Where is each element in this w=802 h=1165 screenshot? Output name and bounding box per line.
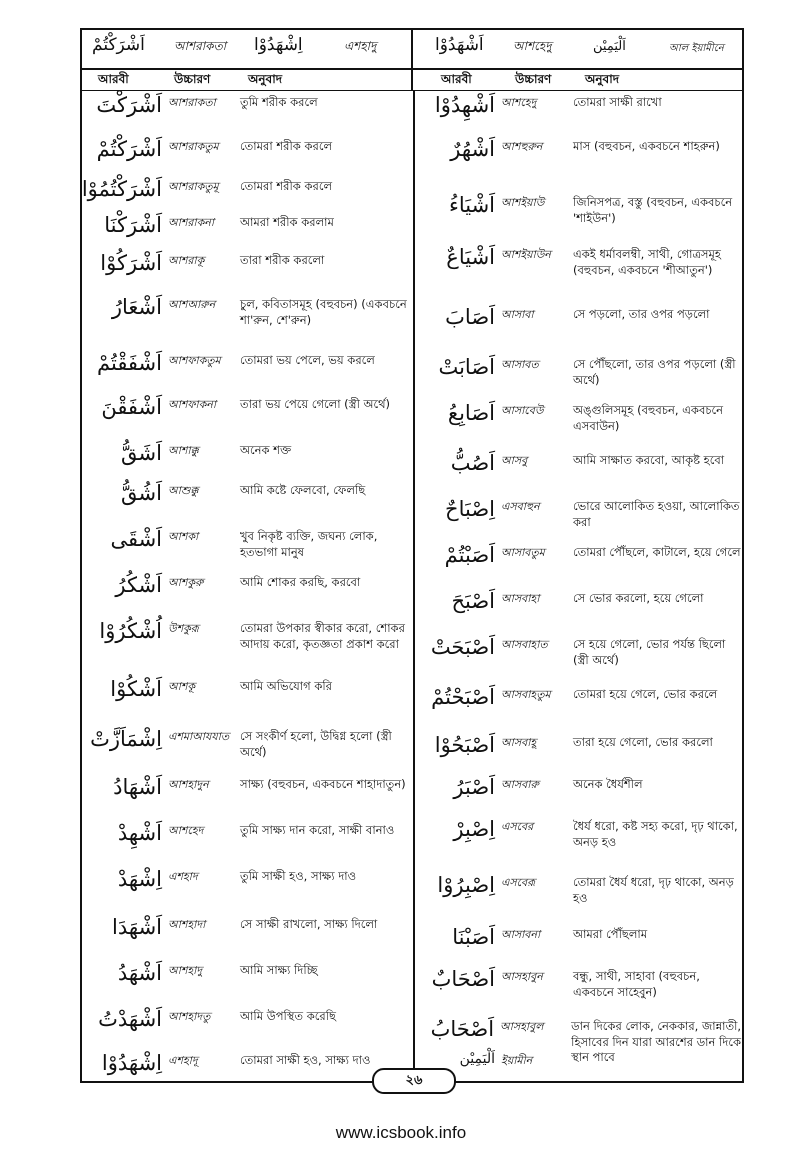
entry-row: [415, 684, 745, 732]
right-entries: [415, 92, 745, 1078]
entry-trans: তোমরা ভয় পেলে, ভয় করলে: [240, 353, 375, 367]
entry-arabic: اَشْفَقْنَ: [101, 395, 162, 419]
entry-trans: ভোরে আলোকিত হওয়া, আলোকিত করা: [573, 499, 740, 529]
entry-pron: আসবাহা: [501, 592, 540, 605]
entry-pron: আসবু: [501, 454, 528, 467]
entry-pron: আসহাবুন: [501, 970, 543, 983]
entry-pron: আশহেদ: [168, 824, 204, 837]
header-left: [82, 30, 413, 68]
col-arabic-label-right: আরবী: [441, 72, 472, 86]
entry-trans: সে পৌঁছলো, তার ওপর পড়লো (স্ত্রী অর্থে): [573, 357, 736, 387]
entry-pron: আশকূ: [168, 680, 196, 693]
entry-trans: আমি উপস্থিত করেছি: [240, 1009, 336, 1023]
col-pron-label: উচ্চারণ: [174, 72, 211, 86]
entry-trans: আমি শোকর করছি, করবো: [240, 575, 361, 589]
entry-arabic: اَشْفَقْتُمْ: [97, 351, 162, 375]
entry-trans: তুমি শরীক করলে: [240, 95, 318, 109]
entry-pron: আশরাকতা: [168, 96, 216, 109]
entry-pron: আশইয়াউ: [501, 196, 545, 209]
dictionary-page: [80, 28, 744, 1088]
entry-arabic: اَشْهَادُ: [113, 775, 162, 799]
entry-arabic: اَشْرَكْتُمْ: [96, 137, 162, 161]
entry-row: [82, 820, 412, 866]
entry-trans: তোমরা শরীক করলে: [240, 179, 333, 193]
entry-arabic: اَشُقُّ: [121, 481, 162, 505]
entry-row: [415, 244, 745, 304]
entry-row: [82, 440, 412, 480]
entry-trans: অঙ্গুলিসমূহ (বহুবচন, একবচনে এসবাউন): [573, 403, 724, 433]
entry-pron: আসবাহূ: [501, 736, 537, 749]
header-left-arabic-1: اَشْرَكْتُمْ: [92, 35, 145, 55]
entry-arabic: اَصُبُّ: [450, 451, 495, 475]
entry-row: [82, 176, 412, 212]
entry-arabic: اِصْبِرُوْا: [437, 873, 495, 897]
entry-pron: আশকা: [168, 530, 199, 543]
entry-trans: সে হয়ে গেলো, ভোর পর্যন্ত ছিলো (স্ত্রী অর্থে): [573, 637, 726, 667]
entry-pron: আশরাকনা: [168, 216, 215, 229]
entry-arabic: اَشْعَارُ: [111, 295, 162, 319]
entry-trans: তোমরা সাক্ষী রাখো: [573, 95, 662, 109]
entry-pron: আশহেদু: [501, 96, 537, 109]
entry-row: [82, 866, 412, 914]
entry-arabic: اَشْهَدُ: [117, 961, 162, 985]
entry-pron: উশকুরূ: [168, 622, 199, 635]
entry-arabic: اَشْهُرٌ: [450, 137, 495, 161]
entry-pron: আশহাদু: [168, 964, 203, 977]
header-right-arabic-2: اَلْيَمِيْن: [593, 39, 626, 54]
left-entries: [82, 92, 412, 1096]
col-pron-label-right: উচ্চারণ: [515, 72, 552, 86]
entry-pron: এসবেরূ: [501, 876, 536, 889]
entry-trans: সে পড়লো, তার ওপর পড়লো: [573, 307, 710, 321]
entry-trans: তোমরা সাক্ষী হও, সাক্ষ্য দাও: [240, 1053, 371, 1067]
entry-row: [82, 914, 412, 960]
entry-arabic: اَصَبْتُمْ: [444, 543, 495, 567]
entry-trans: ধৈর্য ধরো, কষ্ট সহ্য করো, দৃঢ় থাকো, অনড় হও: [573, 819, 738, 849]
entry-row: [82, 394, 412, 440]
entry-pron: আশকুরু: [168, 576, 204, 589]
entry-arabic: اَصَابَ: [445, 305, 495, 329]
entry-pron: এশমাআযযাত: [168, 730, 230, 743]
page-header: [82, 30, 742, 70]
entry-arabic: اَشْيَاءُ: [448, 193, 495, 217]
header-left-pron-2: এশহাদু: [344, 39, 377, 53]
entry-pron: আসবারু: [501, 778, 539, 791]
header-left-arabic-2: اِشْهَدُوْا: [254, 35, 303, 55]
entry-row: [82, 618, 412, 676]
entry-pron: এসবের: [501, 820, 534, 833]
column-headers-left: [82, 68, 413, 90]
entry-trans: সাক্ষ্য (বহুবচন, একবচনে শাহাদাতুন): [240, 777, 406, 791]
header-right: [413, 30, 742, 68]
page-number: ২৬: [372, 1068, 456, 1094]
entry-row: [82, 572, 412, 618]
entry-row: [82, 136, 412, 176]
entry-arabic: اَشْهَدَا: [112, 915, 162, 939]
entry-pron: আসাবনা: [501, 928, 541, 941]
header-right-pron-2: আল ইয়ামীনে: [669, 43, 724, 54]
entry-pron: আসহাবুল: [500, 1020, 544, 1033]
entry-pron: আসাবতুম: [501, 546, 545, 559]
entry-pron: ইয়ামীন: [501, 1054, 533, 1067]
entry-arabic: اَصَابِعُ: [447, 401, 495, 425]
entry-arabic: اَلْيَمِيْن: [459, 1051, 495, 1067]
entry-arabic: اَصْبَرُ: [453, 775, 495, 799]
entry-pron: আসাবত: [501, 358, 539, 371]
col-arabic-label: আরবী: [98, 72, 129, 86]
entry-arabic: اَشْيَاعٌ: [446, 245, 495, 269]
entry-pron: আশহাদুন: [168, 778, 209, 791]
entry-row: [415, 400, 745, 450]
entry-trans: অনেক শক্ত: [240, 443, 292, 457]
entry-trans: তোমরা পৌঁছলে, কাটালে, হয়ে গেলে: [573, 545, 741, 559]
col-trans-label: অনুবাদ: [248, 72, 283, 86]
entry-trans: আমরা শরীক করলাম: [240, 215, 334, 229]
entry-trans: আমরা পৌঁছলাম: [573, 927, 648, 941]
entry-trans: একই ধর্মাবলম্বী, সাথী, গোত্রসমূহ (বহুবচন, একবচনে 'শীআতুন'): [573, 247, 721, 277]
entry-row: [82, 1006, 412, 1050]
entry-arabic: اَشَقُّ: [121, 441, 162, 465]
entry-pron: আসাবেউ: [501, 404, 544, 417]
footer-url: www.icsbook.info: [335, 1123, 467, 1142]
entry-row: [82, 1050, 412, 1096]
entry-row: [415, 588, 745, 634]
entry-arabic: اَصْحَابُ: [430, 1017, 495, 1041]
entry-arabic: اِشْهَدُوْا: [101, 1051, 162, 1075]
entry-pron: আশরাকতুমূ: [168, 180, 219, 193]
entry-pron: আশরাকূ: [168, 254, 205, 267]
col-trans-label-right: অনুবাদ: [585, 72, 620, 86]
entry-trans: আমি কষ্টে ফেলবো, ফেলছি: [240, 483, 366, 497]
header-right-pron-1: আশহেদু: [513, 39, 552, 53]
entry-pron: আশুক্কু: [168, 484, 199, 497]
entry-row: [415, 634, 745, 684]
entry-trans: আমি সাক্ষাত করবো, আকৃষ্ট হবো: [573, 453, 725, 467]
entry-arabic: اِشْمَاَزَّتْ: [90, 727, 162, 751]
entry-arabic: اِصْبَاحٌ: [445, 497, 495, 521]
entry-trans: তুমি সাক্ষ্য দান করো, সাক্ষী বানাও: [240, 823, 395, 837]
entry-arabic: اَشْكُوْا: [110, 677, 162, 701]
entry-pron: আশহুরুন: [501, 140, 543, 153]
entry-arabic: اَشْهِدُوْا: [434, 93, 495, 117]
entry-row: [415, 450, 745, 496]
entry-row: [82, 676, 412, 726]
entry-trans: খুব নিকৃষ্ট ব্যক্তি, জঘন্য লোক, হতভাগা মানুষ: [240, 529, 378, 559]
entry-row: [415, 872, 745, 924]
entry-row: [82, 250, 412, 294]
entry-row: [415, 192, 745, 244]
entry-arabic: اَصْبَحُوْا: [434, 733, 495, 757]
entry-trans: আমি অভিযোগ করি: [240, 679, 332, 693]
entry-pron: এশহাদূ: [168, 1054, 198, 1067]
entry-row: [82, 294, 412, 350]
entry-arabic: اَشْقَى: [110, 527, 162, 551]
entry-trans: বন্ধু, সাথী, সাহাবা (বহুবচন, একবচনে সাহেবুন): [573, 969, 700, 999]
entry-trans: তারা শরীক করলো: [240, 253, 325, 267]
entry-pron: আশরাকতুম: [168, 140, 219, 153]
entry-trans: তুমি সাক্ষী হও, সাক্ষ্য দাও: [240, 869, 357, 883]
entry-pron: আশইয়াউন: [501, 248, 551, 261]
column-headers-right: [413, 68, 742, 90]
entry-trans: তোমরা উপকার স্বীকার করো, শোকর আদায় করো, কৃতজ্ঞতা প্রকাশ করো: [240, 621, 405, 651]
entry-arabic: اَصَابَتْ: [438, 355, 495, 379]
entry-trans: অনেক ধৈর্যশীল: [573, 777, 643, 791]
entry-row: [82, 526, 412, 572]
entry-pron: আশফাকনা: [168, 398, 217, 411]
entry-arabic: اَشْرَكْنَا: [104, 213, 162, 237]
entry-row: [82, 960, 412, 1006]
entry-row: [82, 774, 412, 820]
entry-row: [415, 924, 745, 966]
entry-row: [415, 542, 745, 588]
entry-row: [415, 304, 745, 354]
entry-row: [415, 774, 745, 816]
entry-arabic: اَشْرَكْتُمُوْا: [81, 177, 162, 201]
entry-pron: আশহাদা: [168, 918, 206, 931]
entry-row: [415, 816, 745, 872]
entry-row: [415, 966, 745, 1016]
entry-trans: সে সংকীর্ণ হলো, উদ্বিগ্ন হলো (স্ত্রী অর্থে): [240, 729, 392, 759]
entry-row: [415, 496, 745, 542]
entry-trans: জিনিসপত্র, বস্তু (বহুবচন, একবচনে 'শাইউন'): [573, 195, 733, 225]
entry-pron: আসবাহতুম: [501, 688, 551, 701]
entry-trans: তোমরা শরীক করলে: [240, 139, 333, 153]
entry-arabic: اَصَبْنَا: [452, 925, 495, 949]
header-right-arabic-1: اَشْهَدُوْا: [435, 35, 484, 55]
entry-trans: তোমরা হয়ে গেলে, ভোর করলে: [573, 687, 718, 701]
column-headers: [82, 68, 742, 91]
entry-arabic: اَشْهِدْ: [117, 821, 162, 845]
entry-trans: মাস (বহুবচন, একবচনে শাহরুন): [573, 139, 720, 153]
entry-trans: তোমরা ধৈর্য ধরো, দৃঢ় থাকো, অনড় হও: [573, 875, 734, 905]
entry-arabic: اَصْحَابٌ: [431, 967, 495, 991]
entry-arabic: اُشْكُرُوْا: [99, 619, 162, 643]
entry-trans: তারা ভয় পেয়ে গেলো (স্ত্রী অর্থে): [240, 397, 391, 411]
header-left-pron-1: আশরাকতা: [174, 39, 227, 53]
entry-arabic: اَشْرَكُوْا: [100, 251, 162, 275]
entry-arabic: اَشْكُرُ: [115, 573, 162, 597]
entry-row: [415, 136, 745, 192]
entry-row: [82, 350, 412, 394]
entry-trans: সে ভোর করলো, হয়ে গেলো: [573, 591, 704, 605]
entry-trans: আমি সাক্ষ্য দিচ্ছি: [240, 963, 318, 977]
entry-pron: আশাক্কু: [168, 444, 199, 457]
entry-arabic: اَصْبَحَ: [451, 589, 495, 613]
entry-trans: ডান দিকের লোক, নেককার, জান্নাতী, হিসাবের দিন যারা আরশের ডান দিকে স্থান পাবে: [571, 1019, 742, 1065]
entry-pron: এশহাদ: [168, 870, 198, 883]
entry-trans: তারা হয়ে গেলো, ভোর করলো: [573, 735, 713, 749]
entry-pron: এসবাহুন: [501, 500, 540, 513]
entry-arabic: اِشْهَدْ: [117, 867, 162, 891]
entry-row: [415, 92, 745, 136]
entry-row: [82, 212, 412, 250]
entry-arabic: اَشْرَكْتَ: [96, 93, 162, 117]
entry-trans: সে সাক্ষী রাখলো, সাক্ষ্য দিলো: [240, 917, 378, 931]
entry-row: [82, 92, 412, 136]
entry-arabic: اَشْهَدْتُ: [98, 1007, 162, 1031]
entry-pron: আসবাহাত: [501, 638, 548, 651]
entry-pron: আসাবা: [501, 308, 534, 321]
entry-trans: চুল, কবিতাসমূহ (বহুবচন) (একবচনে শা'রুন, শে'রুন): [240, 297, 407, 327]
entry-pron: আশআরুন: [168, 298, 216, 311]
entry-pron: আশহাদতু: [168, 1010, 211, 1023]
entry-trans: [573, 1050, 743, 1053]
entry-arabic: اَصْبَحَتْ: [430, 635, 495, 659]
entry-row: [415, 354, 745, 400]
entry-row: [82, 480, 412, 526]
entry-pron: আশফাকতুম: [168, 354, 221, 367]
entry-arabic: اَصْبَحْتُمْ: [431, 685, 495, 709]
entry-row: [415, 732, 745, 774]
entry-row: [82, 726, 412, 774]
entry-arabic: اِصْبِرْ: [453, 817, 495, 841]
